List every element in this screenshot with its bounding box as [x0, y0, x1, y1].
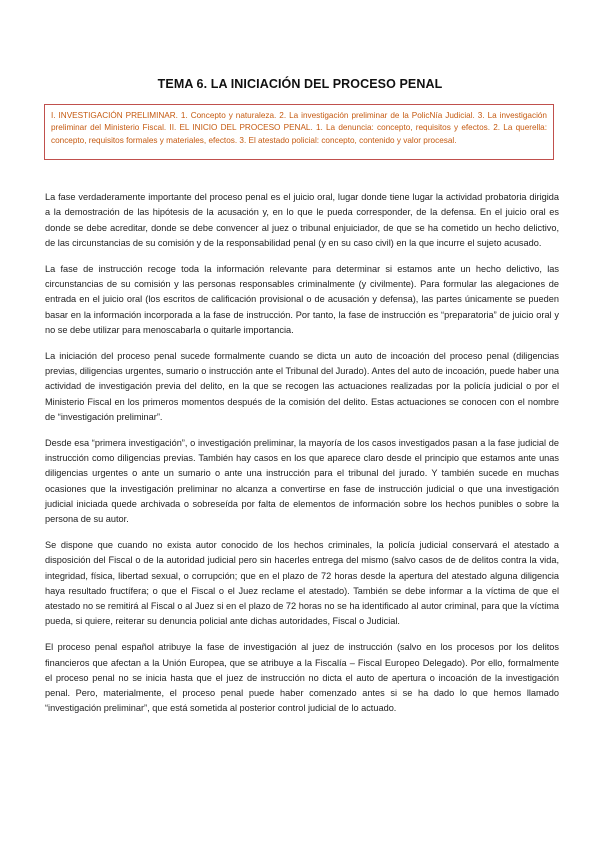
summary-box: I. INVESTIGACIÓN PRELIMINAR. 1. Concepto y naturaleza. 2. La investigación preliminar de la PolicNía Judicial. 3. La investigación preliminar del Ministerio Fiscal. II. EL INICIO DEL PROCESO PENAL. 1. La denuncia: concepto, requisitos y efectos. 2. La querella: concepto, requisitos formales y materiales, efectos. 3. El atestado policial: concepto, contenido y valor procesal. — [44, 104, 554, 160]
paragraph: Se dispone que cuando no exista autor conocido de los hechos criminales, la policía judicial conservará el atestado a disposición del Fiscal o de la autoridad judicial pero sin hacerles entrega del mismo (salvo casos de de delitos contra la vida, integridad, física, libertad sexual, o corrupción; que en el plazo de 72 horas desde la apertura del atestado alguna diligencia haya resultado fructífera; o que el Fiscal o el Juez reclame el atestado). También se debe informar a la víctima de que el atestado no se remitirá al Fiscal o al Juez si en el plazo de 72 horas no se ha identificado al autor criminal, para que la víctima pueda, si quiere, reiterar su denuncia policial ante dichas autoridades, Fiscal o Judicial. — [45, 539, 559, 627]
paragraph: La fase verdaderamente importante del proceso penal es el juicio oral, lugar donde tiene lugar la actividad probatoria dirigida a la demostración de las hipótesis de la acusación y, en lo que le pueda corresponder, de la defensa. En el juicio oral es donde se debe acreditar, donde se debe convencer al juez o tribunal enjuiciador, de que se ha cometido un hecho delictivo, de las circunstancias de su comisión y de la responsabilidad penal (y en su caso civil) en la que incurre el sujeto acusado. — [45, 192, 559, 248]
paragraph: La iniciación del proceso penal sucede formalmente cuando se dicta un auto de incoación del proceso penal (diligencias previas, diligencias urgentes, sumario o instrucción ante el Tribunal del Jurado). Antes del auto de incoación, puede haber una actividad de investigación previa del delito, en la que se recogen las actuaciones realizadas por la policía judicial o por el Ministerio Fiscal en los primeros momentos después de la comisión del delito. Estas actuaciones se conocen con el nombre de “investigación preliminar”. — [45, 350, 559, 422]
paragraph: Desde esa “primera investigación”, o investigación preliminar, la mayoría de los casos investigados pasan a la fase judicial de instrucción como diligencias previas. También hay casos en los que aparece claro desde el principio que estamos ante unas diligencias urgentes o ante un sumario o ante una instrucción para el tribunal del jurado. Y también sucede en muchas ocasiones que la investigación preliminar no alcanza a convertirse en fase de instrucción judicial o que una investigación judicial iniciada quede archivada o sobreseída por falta de elementos de información sobre los hechos punibles o sobre la persona de su autor. — [45, 437, 559, 525]
paragraph: La fase de instrucción recoge toda la información relevante para determinar si estamos ante un hecho delictivo, las circunstancias de su comisión y las personas responsables criminalmente (y civilmente). Para formular las alegaciones de entrada en el juicio oral (los escritos de calificación provisional o de acusación y defensa), las partes únicamente se pueden basar en la información incorporada a la fase de instrucción. Por tanto, la fase de instrucción es “preparatoria” de juicio oral y no se debe utilizar para menoscabarla o quitarle importancia. — [45, 263, 559, 335]
paragraph: El proceso penal español atribuye la fase de investigación al juez de instrucción (salvo en los procesos por los delitos financieros que afectan a la Unión Europea, que se atribuye a la Fiscalía – Fiscal Europeo Delegado). Por ello, formalmente el proceso penal no se inicia hasta que el juez de instrucción no dicta el auto de apertura o incoación de la investigación penal. Pero, materialmente, el proceso penal puede haber comenzado antes si se ha dado lo que hemos llamado “investigación preliminar”, que está sometida al posterior control judicial de lo actuado. — [45, 642, 559, 714]
body-text — [45, 190, 559, 727]
page-title: TEMA 6. LA INICIACIÓN DEL PROCESO PENAL — [157, 77, 443, 91]
